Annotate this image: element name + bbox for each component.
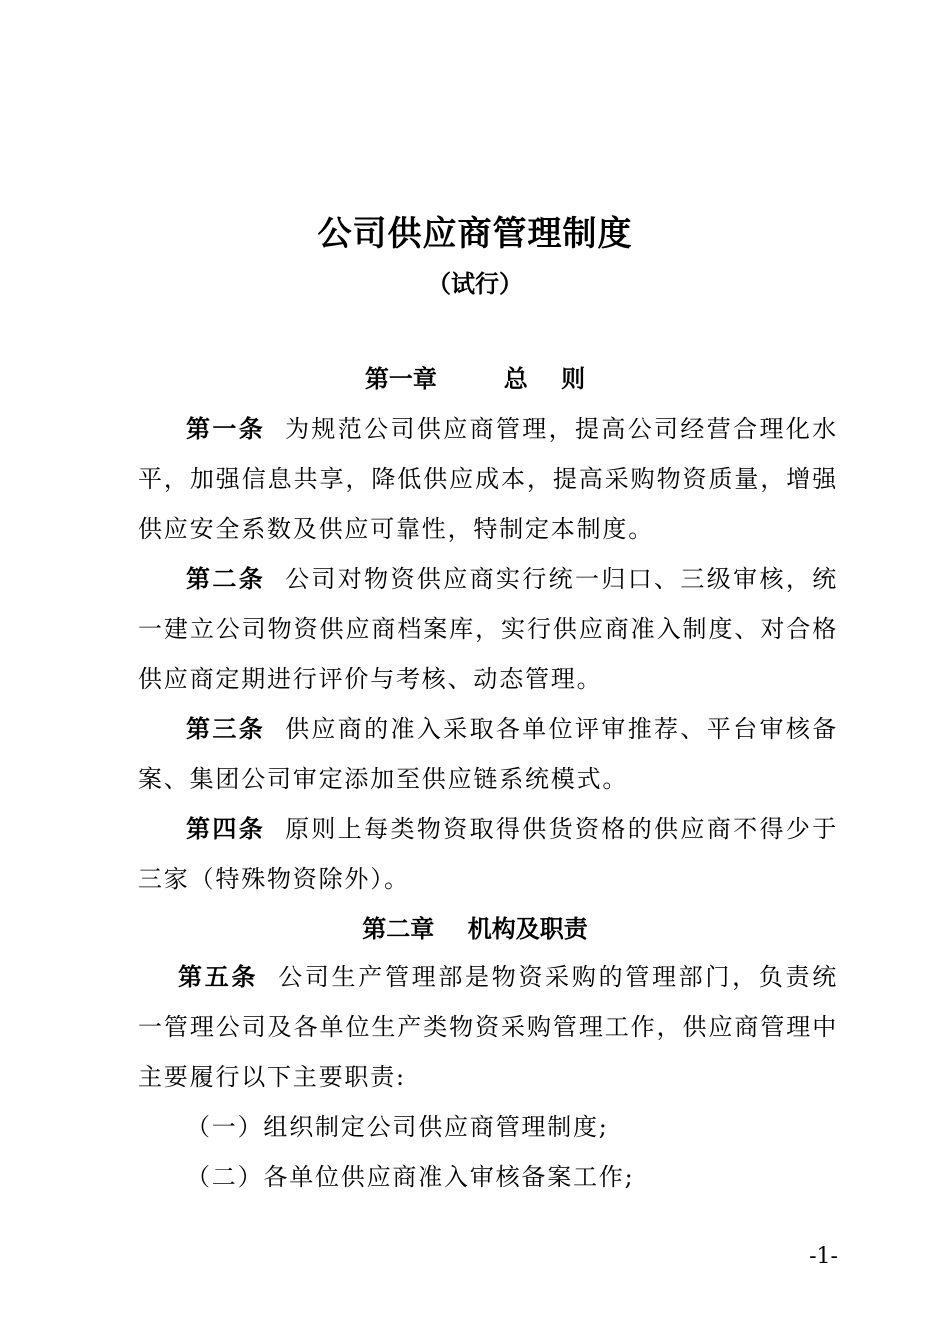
article-label: 第一条	[186, 414, 266, 443]
page-number: -1-	[809, 1244, 838, 1269]
article-label: 第三条	[186, 714, 266, 743]
article-text: 为规范公司供应商管理，提高公司经营合理化水平，加强信息共享，降低供应成本，提高采购物资质量，增强供应安全系数及供应可靠性，特制定本制度。	[138, 415, 838, 543]
article-text: 供应商的准入采取各单位评审推荐、平台审核备案、集团公司审定添加至供应链系统模式。	[138, 715, 838, 793]
article-5	[138, 952, 838, 1102]
chapter-1-heading: 第一章 总 则	[364, 364, 586, 393]
article-2	[138, 554, 838, 704]
article-text: 公司生产管理部是物资采购的管理部门，负责统一管理公司及各单位生产类物资采购管理工作，供应商管理中主要履行以下主要职责:	[138, 963, 838, 1091]
article-text: 原则上每类物资取得供货资格的供应商不得少于三家（特殊物资除外）。	[138, 815, 838, 893]
article-label: 第二条	[186, 564, 266, 593]
article-4	[138, 804, 838, 904]
document-title: 公司供应商管理制度	[317, 214, 633, 254]
article-label: 第五条	[178, 962, 259, 991]
article-3	[138, 704, 838, 804]
article-1	[138, 404, 838, 554]
list-item: （一）组织制定公司供应商管理制度;	[186, 1113, 609, 1141]
document-subtitle: （试行）	[427, 269, 523, 298]
list-item: （二）各单位供应商准入审核备案工作;	[186, 1163, 635, 1191]
article-text: 公司对物资供应商实行统一归口、三级审核，统一建立公司物资供应商档案库，实行供应商准入制度、对合格供应商定期进行评价与考核、动态管理。	[138, 565, 838, 693]
chapter-2-heading: 第二章 机构及职责	[362, 914, 588, 943]
article-label: 第四条	[186, 814, 266, 843]
